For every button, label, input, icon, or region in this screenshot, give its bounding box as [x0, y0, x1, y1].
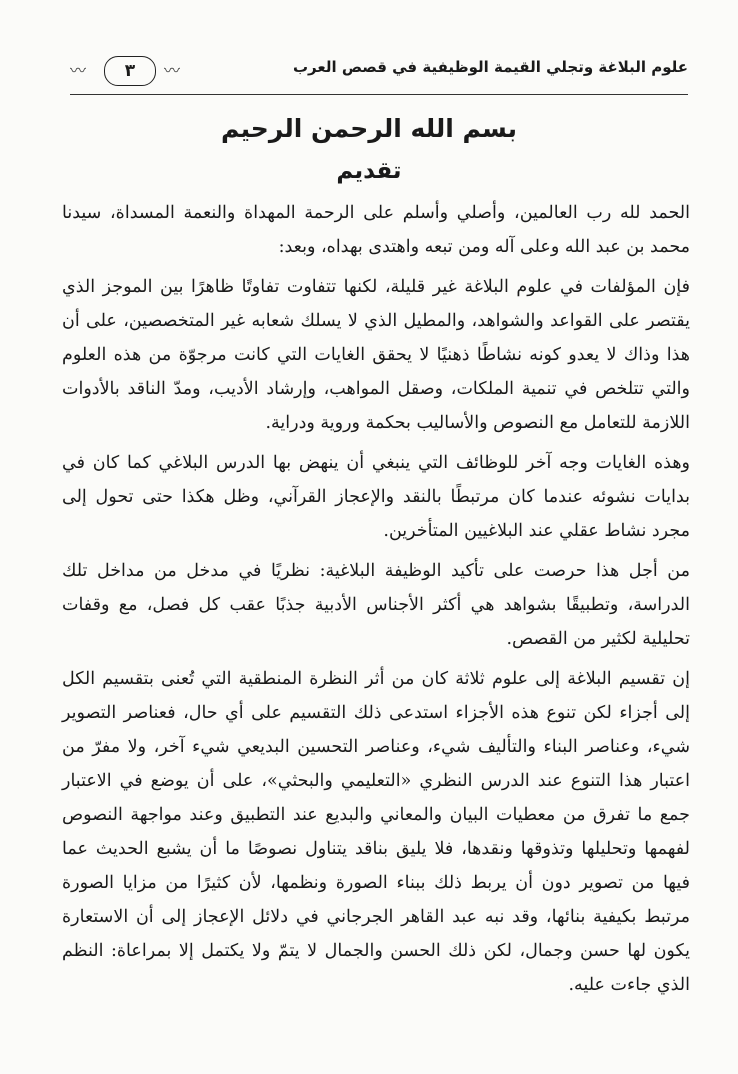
running-title: علوم البلاغة وتجلي القيمة الوظيفية في قصص العرب [292, 58, 688, 76]
paragraph: الحمد لله رب العالمين، وأصلي وأسلم على الرحمة المهداة والنعمة المسداة، سيدنا محمد بن عبد الله وعلى آله ومن تبعه واهتدى بهداه، وبعد: [62, 203, 690, 257]
section-heading: تقديم [336, 158, 402, 184]
paragraph: وهذه الغايات وجه آخر للوظائف التي ينبغي أن ينهض بها الدرس البلاغي كما كان في بدايات نشوئه عندما كان مرتبطًا بالنقد والإعجاز القرآني، وظل هكذا حتى تحول إلى مجرد نشاط عقلي عند البلاغيين المتأخرين. [62, 453, 690, 541]
paragraph: إن تقسيم البلاغة إلى علوم ثلاثة كان من أثر النظرة المنطقية التي تُعنى بتقسيم الكل إلى أجزاء لكن تنوع هذه الأجزاء استدعى ذلك التقسيم على أي حال، فعناصر التصوير شيء، وعناصر البناء والتأليف شيء، وعناصر التحسين البديعي شيء آخر، ولا مفرّ من اعتبار هذا التنوع عند الدرس النظري «التعليمي والبحثي»، على أن يوضع في الاعتبار جمع ما تفرق من معطيات البيان والمعاني والبديع عند التطبيق وعند مواجهة النصوص لفهمها وتحليلها وتذوقها ونقدها، فلا يليق بناقد يتناول نصوصًا ما أن يشبع الحديث عما فيها من تصوير دون أن يربط ذلك ببناء الصورة ونظمها، لأن كثيرًا من مزايا الصورة مرتبط بكيفية بنائها، وقد نبه عبد القاهر الجرجاني في دلائل الإعجاز إلى أن الاستعارة يكون لها حسن وجمال، لكن ذلك الحسن والجمال لا يتمّ ولا يكتمل إلا بمراعاة: النظم الذي جاءت عليه. [62, 669, 690, 995]
body-text [62, 196, 690, 1008]
page-header [60, 50, 688, 90]
header-rule [70, 94, 688, 95]
ornament-icon: 〰 [164, 61, 181, 80]
paragraph: من أجل هذا حرصت على تأكيد الوظيفة البلاغية: نظريًا في مدخل من مداخل تلك الدراسة، وتطبيقًا بشواهد هي أكثر الأجناس الأدبية جذبًا عقب كل فصل، مع وقفات تحليلية لكثير من القصص. [62, 561, 690, 649]
page-number: ٣ [104, 56, 156, 86]
ornament-icon: 〰 [70, 61, 87, 80]
paragraph: فإن المؤلفات في علوم البلاغة غير قليلة، لكنها تتفاوت تفاوتًا ظاهرًا بين الموجز الذي يقتصر على القواعد والشواهد، والمطيل الذي لا يسلك شعابه غير المتخصصين، على أن هذا وذاك لا يعدو كونه نشاطًا ذهنيًا لا يحقق الغايات التي كانت مرجوّة من هذه العلوم والتي تتلخص في تنمية الملكات، وصقل المواهب، وإرشاد الأديب، ومدّ الناقد بالأدوات اللازمة للتعامل مع النصوص والأساليب بحكمة وروية ودراية. [62, 277, 690, 433]
basmala: بسم الله الرحمن الرحيم [221, 114, 517, 143]
